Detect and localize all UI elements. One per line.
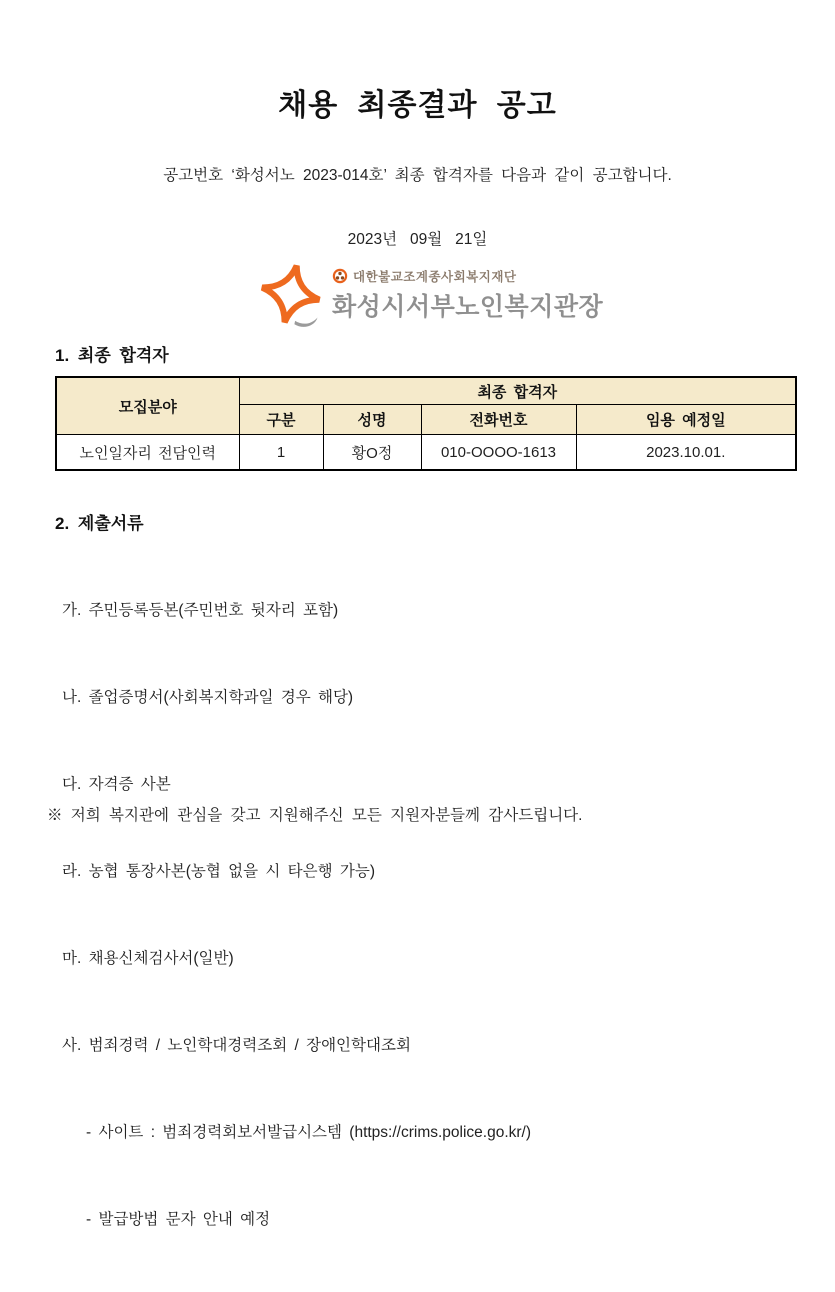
section-heading-final-pass: 1. 최종 합격자 bbox=[55, 346, 169, 365]
required-documents-list bbox=[62, 538, 782, 1292]
table-header-row-1 bbox=[56, 377, 796, 405]
col-header-name: 성명 bbox=[323, 405, 421, 435]
table-row bbox=[56, 435, 796, 471]
cell-phone: 010-OOOO-1613 bbox=[421, 435, 576, 471]
list-item: 나. 졸업증명서(사회복지학과일 경우 해당) bbox=[62, 689, 354, 706]
col-header-recruit-field: 모집분야 bbox=[56, 377, 239, 435]
list-item: 라. 농협 통장사본(농협 없을 시 타은행 가능) bbox=[62, 863, 376, 880]
page-title: 채용 최종결과 공고 bbox=[278, 89, 557, 122]
logo-text-block bbox=[332, 267, 603, 323]
cell-start-date: 2023.10.01. bbox=[576, 435, 796, 471]
cell-recruit-field: 노인일자리 전담인력 bbox=[56, 435, 239, 471]
group-header-final-pass: 최종 합격자 bbox=[239, 377, 796, 405]
col-header-phone: 전화번호 bbox=[421, 405, 576, 435]
final-pass-table bbox=[55, 376, 797, 471]
sambo-wheel-icon bbox=[332, 268, 348, 284]
col-header-start-date: 임용 예정일 bbox=[576, 405, 796, 435]
list-item: 마. 채용신체검사서(일반) bbox=[62, 950, 234, 967]
section-heading-documents: 2. 제출서류 bbox=[55, 514, 144, 533]
list-item: 사. 범죄경력 / 노인학대경력조회 / 장애인학대조회 bbox=[62, 1037, 411, 1054]
lotus-star-logo-icon bbox=[254, 261, 328, 329]
announcement-date: 2023년 09월 21일 bbox=[347, 231, 488, 248]
list-sub-item-site-url: - 사이트 : 범죄경력회보서발급시스템 (https://crims.police.go.kr/) bbox=[86, 1124, 532, 1141]
cell-name: 황O정 bbox=[323, 435, 421, 471]
welfare-center-name: 화성시서부노인복지관장 bbox=[332, 293, 604, 321]
col-header-rank: 구분 bbox=[239, 405, 323, 435]
foundation-name: 대한불교조계종사회복지재단 bbox=[353, 270, 517, 284]
list-item: 가. 주민등록등본(주민번호 뒷자리 포함) bbox=[62, 602, 339, 619]
organization-logo bbox=[254, 261, 603, 329]
thanks-note: ※ 저희 복지관에 관심을 갖고 지원해주신 모든 지원자분들께 감사드립니다. bbox=[47, 807, 583, 824]
list-sub-item-issue-method: - 발급방법 문자 안내 예정 bbox=[86, 1211, 271, 1228]
announcement-intro: 공고번호 ‘화성서노 2023-014호’ 최종 합격자를 다음과 같이 공고합니다. bbox=[163, 167, 672, 184]
list-item: 다. 자격증 사본 bbox=[62, 776, 171, 793]
cell-rank: 1 bbox=[239, 435, 323, 471]
